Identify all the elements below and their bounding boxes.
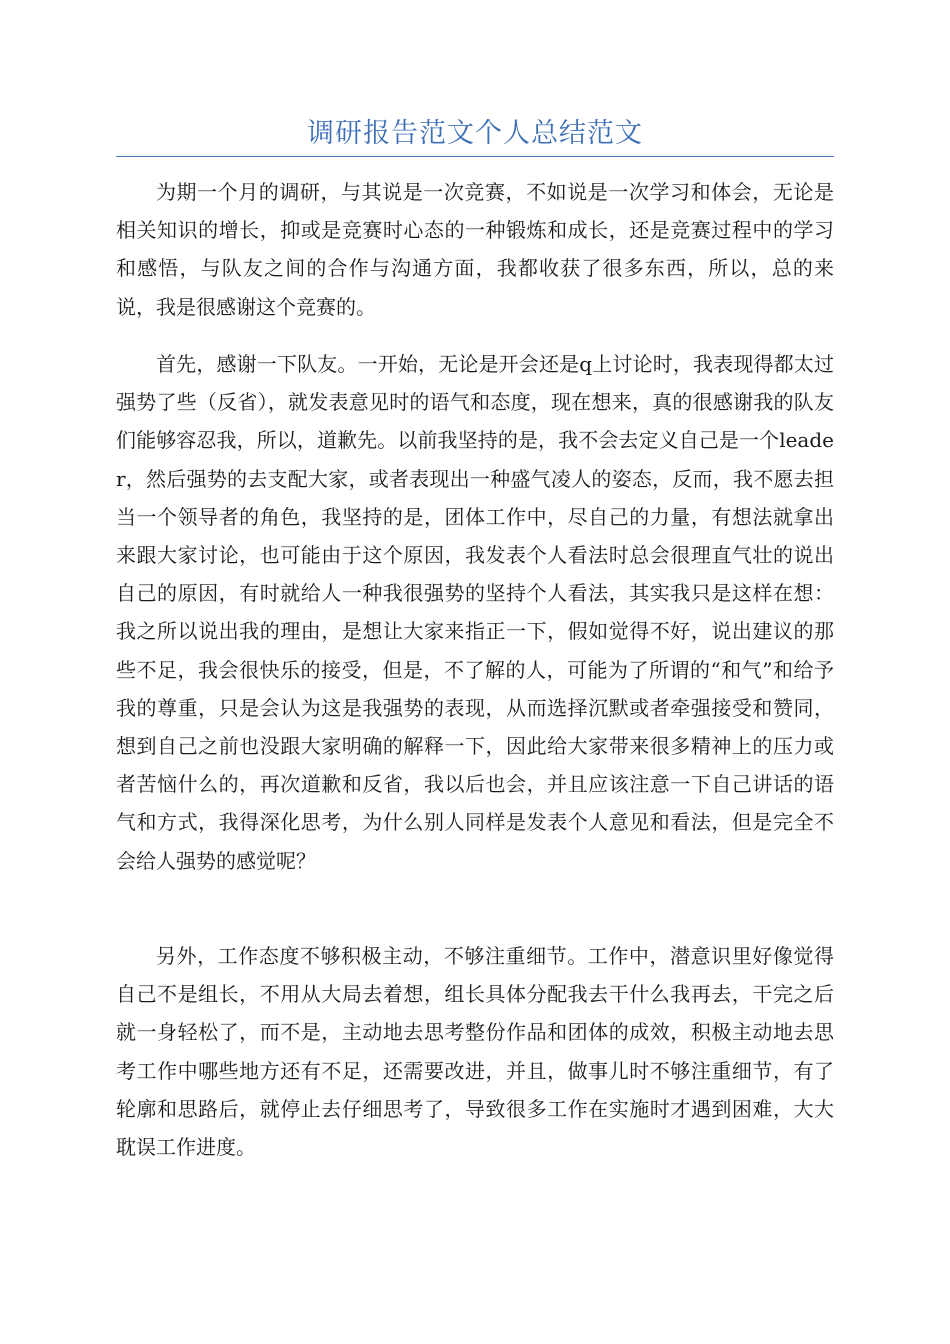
body-paragraph: 为期一个月的调研，与其说是一次竞赛，不如说是一次学习和体会，无论是相关知识的增长，抑或是竞赛时心态的一种锻炼和成长，还是竞赛过程中的学习和感悟，与队友之间的合作与沟通方面，我都收获了很多东西，所以，总的来说，我是很感谢这个竞赛的。 (116, 180, 834, 319)
body-paragraph: 首先，感谢一下队友。一开始，无论是开会还是q上讨论时，我表现得都太过强势了些（反省），就发表意见时的语气和态度，现在想来，真的很感谢我的队友们能够容忍我，所以，道歉先。以前我坚持的是，我不会去定义自己是一个leader，然后强势的去支配大家，或者表现出一种盛气凌人的姿态，反而，我不愿去担当一个领导者的角色，我坚持的是，团体工作中，尽自己的力量，有想法就拿出来跟大家讨论，也可能由于这个原因，我发表个人看法时总会很理直气壮的说出自己的原因，有时就给人一种我很强势的坚持个人看法，其实我只是这样在想：我之所以说出我的理由，是想让大家来指正一下，假如觉得不好，说出建议的那些不足，我会很快乐的接受，但是，不了解的人，可能为了所谓的“和气”和给予我的尊重，只是会认为这是我强势的表现，从而选择沉默或者牵强接受和赞同，想到自己之前也没跟大家明确的解释一下，因此给大家带来很多精神上的压力或者苦恼什么的，再次道歉和反省，我以后也会，并且应该注意一下自己讲话的语气和方式，我得深化思考，为什么别人同样是发表个人意见和看法，但是完全不会给人强势的感觉呢？ (116, 352, 834, 873)
title-underline (116, 156, 834, 157)
paragraph-1-block (116, 173, 834, 326)
document-title: 调研报告范文个人总结范文 (307, 118, 643, 149)
paragraph-2-block (116, 345, 834, 880)
body-paragraph: 另外，工作态度不够积极主动，不够注重细节。工作中，潜意识里好像觉得自己不是组长，不用从大局去着想，组长具体分配我去干什么我再去，干完之后就一身轻松了，而不是，主动地去思考整份作品和团体的成效，积极主动地去思考工作中哪些地方还有不足，还需要改进，并且，做事儿时不够注重细节，有了轮廓和思路后，就停止去仔细思考了，导致很多工作在实施时才遇到困难，大大耽误工作进度。 (116, 944, 834, 1160)
paragraph-3-block (116, 937, 834, 1166)
